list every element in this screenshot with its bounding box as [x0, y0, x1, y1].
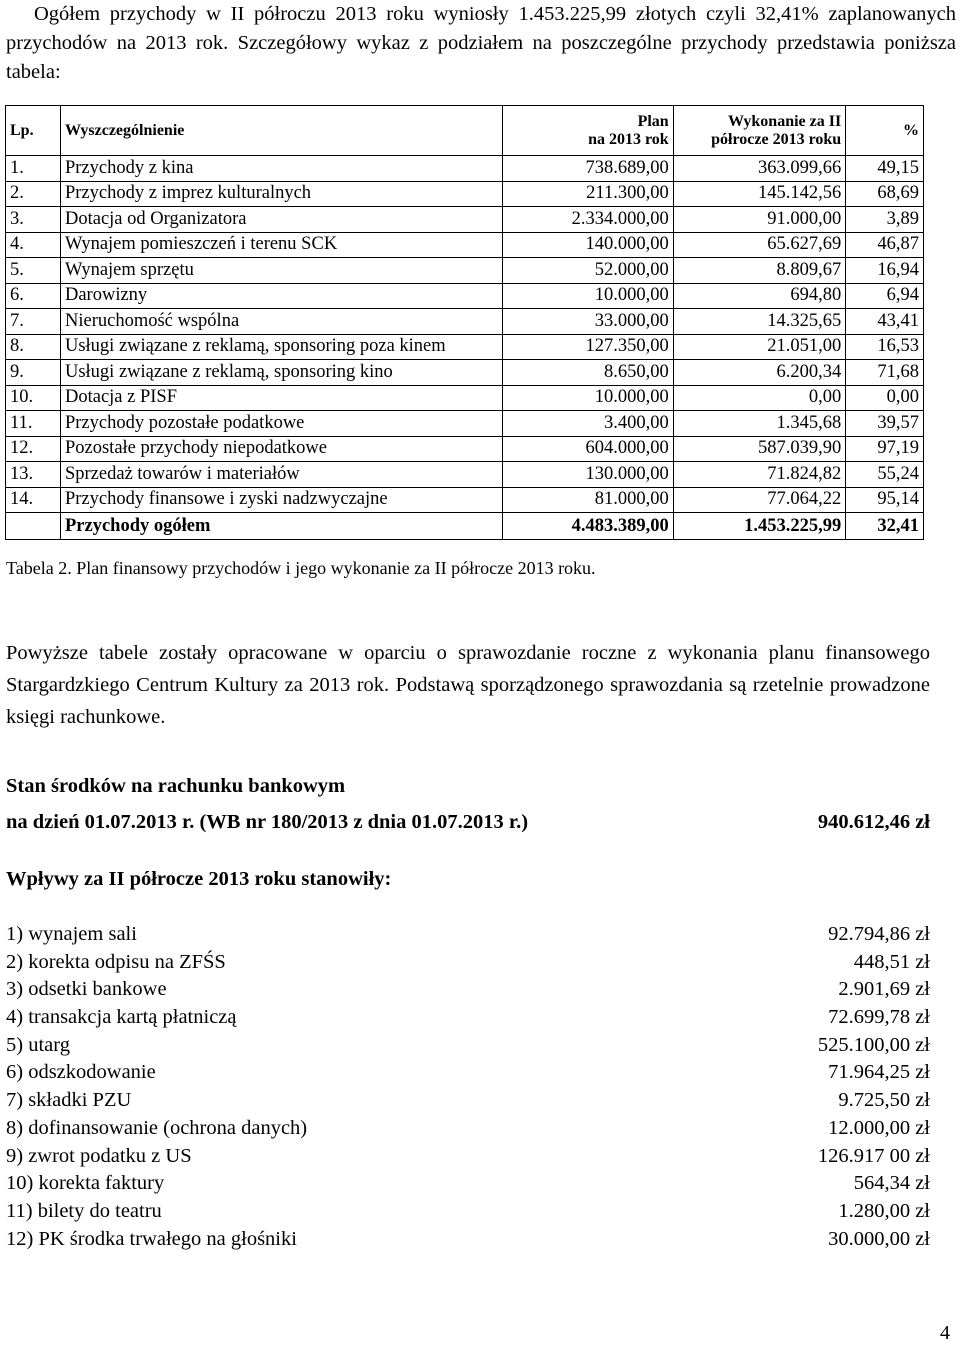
row-name: Wynajem sprzętu — [60, 258, 502, 284]
inflows-heading: Wpływy za II półrocze 2013 roku stanowiły: — [6, 868, 392, 890]
inflow-label: 2) korekta odpisu na ZFŚS — [6, 950, 226, 973]
row-pct: 43,41 — [846, 309, 924, 335]
row-exec: 694,80 — [673, 283, 845, 309]
inflow-item — [6, 921, 930, 949]
inflow-label: 3) odsetki bankowe — [6, 978, 167, 1001]
row-exec: 145.142,56 — [673, 181, 845, 207]
summary-text: Powyższe tabele zostały opracowane w oparciu o sprawozdanie roczne z wykonania planu finansowego Stargardzkiego Centrum Kultury za 2013 rok. Podstawą sporządzonego sprawozdania są rzetelnie prowadzone księgi rachunkowe. — [6, 642, 930, 728]
header-pct: % — [846, 106, 924, 156]
inflow-item — [6, 1087, 930, 1115]
header-plan — [502, 106, 673, 156]
row-exec: 6.200,34 — [673, 360, 845, 386]
inflow-amount: 9.725,50 zł — [838, 1089, 930, 1112]
row-plan: 81.000,00 — [502, 487, 673, 513]
summary-paragraph — [6, 637, 930, 733]
row-lp: 10. — [6, 385, 61, 411]
row-plan: 10.000,00 — [502, 385, 673, 411]
row-plan: 127.350,00 — [502, 334, 673, 360]
row-plan: 604.000,00 — [502, 436, 673, 462]
bank-heading: Stan środków na rachunku bankowym — [6, 775, 346, 797]
table-row — [6, 156, 924, 182]
row-plan: 52.000,00 — [502, 258, 673, 284]
inflow-item — [6, 1170, 930, 1198]
inflow-item — [6, 1032, 930, 1060]
row-lp: 8. — [6, 334, 61, 360]
row-plan: 738.689,00 — [502, 156, 673, 182]
row-pct: 71,68 — [846, 360, 924, 386]
row-name: Usługi związane z reklamą, sponsoring kino — [60, 360, 502, 386]
inflow-label: 8) dofinansowanie (ochrona danych) — [6, 1116, 308, 1139]
row-pct: 68,69 — [846, 181, 924, 207]
inflow-label: 7) składki PZU — [6, 1089, 132, 1112]
inflow-label: 9) zwrot podatku z US — [6, 1144, 192, 1167]
row-exec: 77.064,22 — [673, 487, 845, 513]
inflow-amount: 525.100,00 zł — [817, 1033, 930, 1056]
inflow-amount: 126.917 00 zł — [817, 1144, 930, 1167]
header-plan-line2: na 2013 rok — [588, 130, 669, 148]
inflow-label: 12) PK środka trwałego na głośniki — [6, 1227, 297, 1250]
inflow-label: 11) bilety do teatru — [6, 1199, 162, 1222]
inflow-amount: 92.794,86 zł — [828, 923, 930, 945]
row-exec: 21.051,00 — [673, 334, 845, 360]
inflow-item — [6, 1115, 930, 1143]
header-exec-line2: półrocze 2013 roku — [711, 130, 842, 148]
total-name: Przychody ogółem — [60, 513, 502, 540]
row-plan: 140.000,00 — [502, 232, 673, 258]
row-pct: 3,89 — [846, 207, 924, 233]
row-exec: 91.000,00 — [673, 207, 845, 233]
row-exec: 71.824,82 — [673, 462, 845, 488]
row-lp: 7. — [6, 309, 61, 335]
row-exec: 14.325,65 — [673, 309, 845, 335]
bank-date-line: na dzień 01.07.2013 r. (WB nr 180/2013 z dnia 01.07.2013 r.) — [6, 811, 529, 833]
table-row — [6, 232, 924, 258]
row-exec: 363.099,66 — [673, 156, 845, 182]
page-number: 4 — [940, 1322, 950, 1344]
revenue-table — [5, 105, 924, 540]
table-row — [6, 411, 924, 437]
row-pct: 95,14 — [846, 487, 924, 513]
inflow-amount: 1.280,00 zł — [838, 1199, 930, 1222]
inflow-label: 5) utarg — [6, 1033, 70, 1056]
row-exec: 587.039,90 — [673, 436, 845, 462]
inflow-label: 4) transakcja kartą płatniczą — [6, 1006, 237, 1029]
inflow-amount: 30.000,00 zł — [828, 1227, 930, 1250]
total-exec: 1.453.225,99 — [673, 513, 845, 540]
inflow-item — [6, 1226, 930, 1254]
inflow-item — [6, 1143, 930, 1171]
row-pct: 0,00 — [846, 385, 924, 411]
row-plan: 33.000,00 — [502, 309, 673, 335]
table-row — [6, 334, 924, 360]
inflow-item — [6, 976, 930, 1004]
row-lp: 3. — [6, 207, 61, 233]
header-exec — [673, 106, 845, 156]
row-pct: 46,87 — [846, 232, 924, 258]
inflow-label: 1) wynajem sali — [6, 923, 137, 945]
inflow-amount: 72.699,78 zł — [828, 1006, 930, 1029]
row-name: Wynajem pomieszczeń i terenu SCK — [60, 232, 502, 258]
row-exec: 8.809,67 — [673, 258, 845, 284]
row-pct: 55,24 — [846, 462, 924, 488]
row-plan: 2.334.000,00 — [502, 207, 673, 233]
row-lp: 5. — [6, 258, 61, 284]
intro-text: Ogółem przychody w II półroczu 2013 roku wyniosły 1.453.225,99 złotych czyli 32,41% zaplanowanych przychodów na 2013 rok. Szczegółowy wykaz z podziałem na poszczególne przychody przedstawia poniższa tabela: — [6, 3, 956, 83]
row-name: Przychody pozostałe podatkowe — [60, 411, 502, 437]
row-lp: 6. — [6, 283, 61, 309]
row-plan: 130.000,00 — [502, 462, 673, 488]
row-name: Nieruchomość wspólna — [60, 309, 502, 335]
inflow-amount: 2.901,69 zł — [838, 978, 930, 1001]
total-row — [6, 513, 924, 540]
inflow-amount: 71.964,25 zł — [828, 1061, 930, 1084]
row-lp: 11. — [6, 411, 61, 437]
row-name: Darowizny — [60, 283, 502, 309]
row-exec: 0,00 — [673, 385, 845, 411]
row-plan: 8.650,00 — [502, 360, 673, 386]
table-row — [6, 258, 924, 284]
table-caption: Tabela 2. Plan finansowy przychodów i jego wykonanie za II półrocze 2013 roku. — [6, 558, 596, 578]
total-pct: 32,41 — [846, 513, 924, 540]
inflow-item — [6, 949, 930, 977]
table-row — [6, 385, 924, 411]
row-pct: 16,53 — [846, 334, 924, 360]
row-name: Sprzedaż towarów i materiałów — [60, 462, 502, 488]
row-pct: 49,15 — [846, 156, 924, 182]
table-row — [6, 462, 924, 488]
table-row — [6, 436, 924, 462]
table-row — [6, 283, 924, 309]
header-plan-line1: Plan — [637, 112, 669, 130]
inflow-label: 10) korekta faktury — [6, 1172, 165, 1195]
inflow-item — [6, 1004, 930, 1032]
row-plan: 3.400,00 — [502, 411, 673, 437]
inflow-amount: 448,51 zł — [853, 950, 930, 973]
table-row — [6, 181, 924, 207]
inflow-amount: 12.000,00 zł — [828, 1116, 930, 1139]
row-name: Pozostałe przychody niepodatkowe — [60, 436, 502, 462]
row-name: Usługi związane z reklamą, sponsoring poza kinem — [60, 334, 502, 360]
row-lp: 1. — [6, 156, 61, 182]
table-row — [6, 487, 924, 513]
header-exec-line1: Wykonanie za II — [727, 112, 842, 130]
row-lp: 9. — [6, 360, 61, 386]
row-lp: 4. — [6, 232, 61, 258]
inflow-item — [6, 1059, 930, 1087]
row-name: Przychody finansowe i zyski nadzwyczajne — [60, 487, 502, 513]
row-lp: 12. — [6, 436, 61, 462]
row-lp: 14. — [6, 487, 61, 513]
inflow-amount: 564,34 zł — [853, 1172, 930, 1195]
bank-amount: 940.612,46 zł — [817, 811, 930, 833]
table-row — [6, 207, 924, 233]
table-row — [6, 309, 924, 335]
row-pct: 6,94 — [846, 283, 924, 309]
inflow-label: 6) odszkodowanie — [6, 1061, 156, 1084]
row-pct: 97,19 — [846, 436, 924, 462]
row-plan: 211.300,00 — [502, 181, 673, 207]
row-name: Dotacja od Organizatora — [60, 207, 502, 233]
total-plan: 4.483.389,00 — [502, 513, 673, 540]
intro-paragraph — [6, 0, 956, 87]
inflow-item — [6, 1198, 930, 1226]
header-name: Wyszczególnienie — [60, 106, 502, 156]
row-name: Przychody z imprez kulturalnych — [60, 181, 502, 207]
row-name: Przychody z kina — [60, 156, 502, 182]
table-header-row — [6, 106, 924, 156]
row-name: Dotacja z PISF — [60, 385, 502, 411]
row-exec: 1.345,68 — [673, 411, 845, 437]
row-plan: 10.000,00 — [502, 283, 673, 309]
total-lp — [6, 513, 61, 540]
row-lp: 2. — [6, 181, 61, 207]
row-pct: 16,94 — [846, 258, 924, 284]
header-lp: Lp. — [6, 106, 61, 156]
row-lp: 13. — [6, 462, 61, 488]
row-exec: 65.627,69 — [673, 232, 845, 258]
row-pct: 39,57 — [846, 411, 924, 437]
inflows-list — [6, 921, 930, 1253]
table-row — [6, 360, 924, 386]
